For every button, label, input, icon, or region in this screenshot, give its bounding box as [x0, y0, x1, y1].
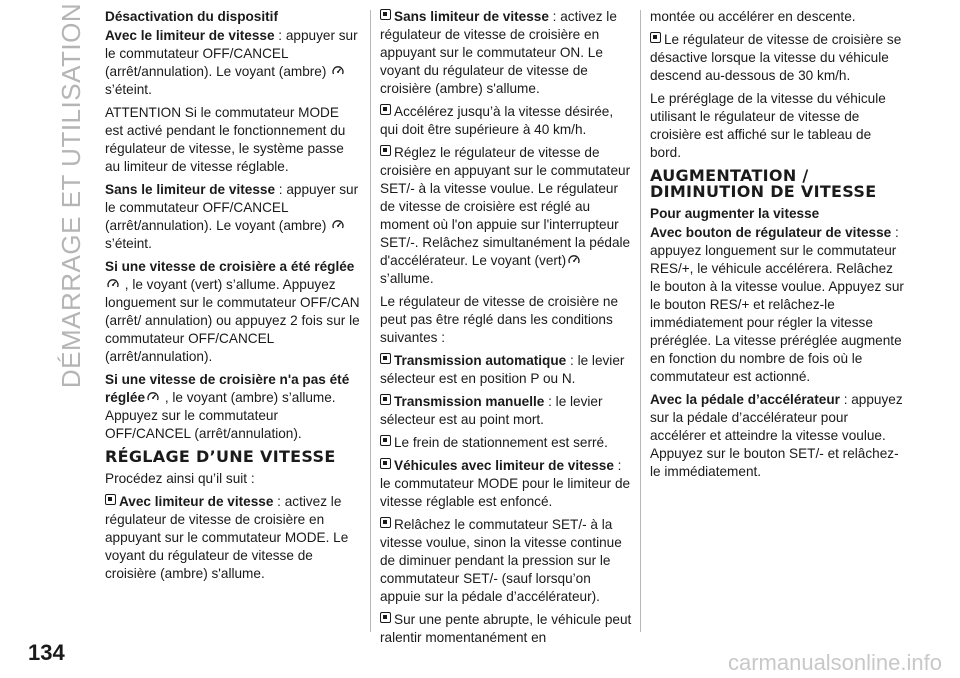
bullet-icon: [380, 612, 391, 623]
paragraph: Sans le limiteur de vitesse : appuyer sur le commutateur OFF/CANCEL (arrêt/annulation). Le voyant (ambre) s’éteint.: [105, 182, 359, 251]
paragraph: Si une vitesse de croisière n'a pas été réglée , le voyant (ambre) s’allume. Appuyez sur le commutateur OFF/CANCEL (arrêt/annulation).: [105, 372, 350, 441]
bullet-icon: [105, 494, 116, 505]
bullet-icon: [380, 353, 391, 364]
paragraph: Si une vitesse de croisière a été réglée , le voyant (vert) s’allume. Appuyez longuement sur le commutateur OFF/CAN (arrêt/ annulation) ou appuyez 2 fois sur le commutateur OFF/CANCEL (arrêt/annulation).: [105, 259, 360, 364]
column-divider: [640, 10, 641, 632]
bullet-icon: [380, 9, 391, 20]
cruise-control-icon: [332, 219, 344, 231]
bullet-item: Le régulateur de vitesse de croisière se désactive lorsque la vitesse du véhicule descend au-dessous de 30 km/h.: [650, 32, 902, 83]
paragraph: Avec la pédale d’accélérateur : appuyez sur la pédale d’accélérateur pour accélérer et atteindre la vitesse voulue. Appuyez sur le bouton SET/- et relâchez-le immédiatement.: [650, 392, 903, 479]
bullet-item: Le frein de stationnement est serré.: [380, 434, 635, 452]
cruise-control-icon: [332, 65, 344, 77]
bullet-item: Avec limiteur de vitesse : activez le régulateur de vitesse de croisière en appuyant sur le commutateur MODE. Le voyant du régulateur de vitesse de croisière (ambre) s'allume.: [105, 494, 349, 581]
bullet-item: Transmission automatique : le levier sélecteur est en position P ou N.: [380, 353, 625, 386]
subheading: Pour augmenter la vitesse: [650, 206, 820, 221]
paragraph: Procédez ainsi qu’il suit :: [105, 471, 255, 486]
column-1: [105, 8, 360, 588]
bullet-icon: [380, 517, 391, 528]
column-2: [380, 8, 635, 652]
bullet-item: Transmission manuelle : le levier sélecteur est au point mort.: [380, 394, 603, 427]
bullet-item: Réglez le régulateur de vitesse de croisière en appuyant sur le commutateur SET/- à la vitesse voulue. Le régulateur de vitesse de croisière est réglé au moment où l'on appuie sur l'interrupteur SET/-. Relâchez simultanément la pédale d'accélérateur. Le voyant (vert) s’allume.: [380, 145, 631, 286]
bullet-icon: [380, 394, 391, 405]
cruise-control-icon: [107, 278, 119, 290]
column-divider: [370, 10, 371, 632]
section-side-title: DÉMARRAGE ET UTILISATION: [56, 2, 87, 388]
paragraph: Avec le limiteur de vitesse : appuyer sur le commutateur OFF/CANCEL (arrêt/annulation). Le voyant (ambre) s’éteint.: [105, 28, 358, 97]
cruise-control-icon: [147, 391, 159, 403]
bullet-icon: [380, 458, 391, 469]
bullet-icon: [650, 32, 661, 43]
paragraph: Avec bouton de régulateur de vitesse : appuyez longuement sur le commutateur RES/+, le véhicule accélérera. Relâchez le bouton à la vitesse voulue. Appuyez sur le bouton RES/+ et relâchez-le immédiatement pour régler la vitesse préréglée. La vitesse préréglée augmente en fonction du nombre de fois où le commutateur est actionné.: [650, 225, 904, 384]
watermark: carmanualsonline.info: [727, 650, 942, 675]
column-3: [650, 8, 905, 486]
cruise-control-icon: [568, 254, 580, 266]
bullet-item: Sans limiteur de vitesse : activez le régulateur de vitesse de croisière en appuyant sur le commutateur ON. Le voyant du régulateur de vitesse de croisière (ambre) s'allume.: [380, 9, 617, 96]
bullet-item: Véhicules avec limiteur de vitesse : le commutateur MODE pour le limiteur de vitesse réglable est enfoncé.: [380, 458, 631, 509]
paragraph: montée ou accélérer en descente.: [650, 9, 856, 24]
attention-paragraph: ATTENTION Si le commutateur MODE est activé pendant le fonctionnement du régulateur de vitesse, le système passe au limiteur de vitesse réglable.: [105, 105, 346, 174]
section-heading: RÉGLAGE D’UNE VITESSE: [105, 447, 336, 466]
page-number: 134: [28, 640, 65, 665]
bullet-item: Relâchez le commutateur SET/- à la vitesse voulue, sinon la vitesse continue de diminuer pendant la pression sur le commutateur SET/- (sauf lorsqu’on appuie sur la pédale d’accélérateur).: [380, 517, 622, 604]
bullet-item: Accélérez jusqu’à la vitesse désirée, qui doit être supérieure à 40 km/h.: [380, 104, 614, 137]
deactivation-heading: Désactivation du dispositif: [105, 9, 278, 24]
paragraph: Le régulateur de vitesse de croisière ne peut pas être réglé dans les conditions suivantes :: [380, 294, 619, 345]
paragraph: Le préréglage de la vitesse du véhicule utilisant le régulateur de vitesse de croisière est affiché sur le tableau de bord.: [650, 91, 886, 160]
section-heading: AUGMENTATION / DIMINUTION DE VITESSE: [650, 166, 877, 201]
bullet-icon: [380, 145, 391, 156]
bullet-icon: [380, 435, 391, 446]
bullet-icon: [380, 104, 391, 115]
bullet-item: Sur une pente abrupte, le véhicule peut ralentir momentanément en: [380, 612, 632, 645]
